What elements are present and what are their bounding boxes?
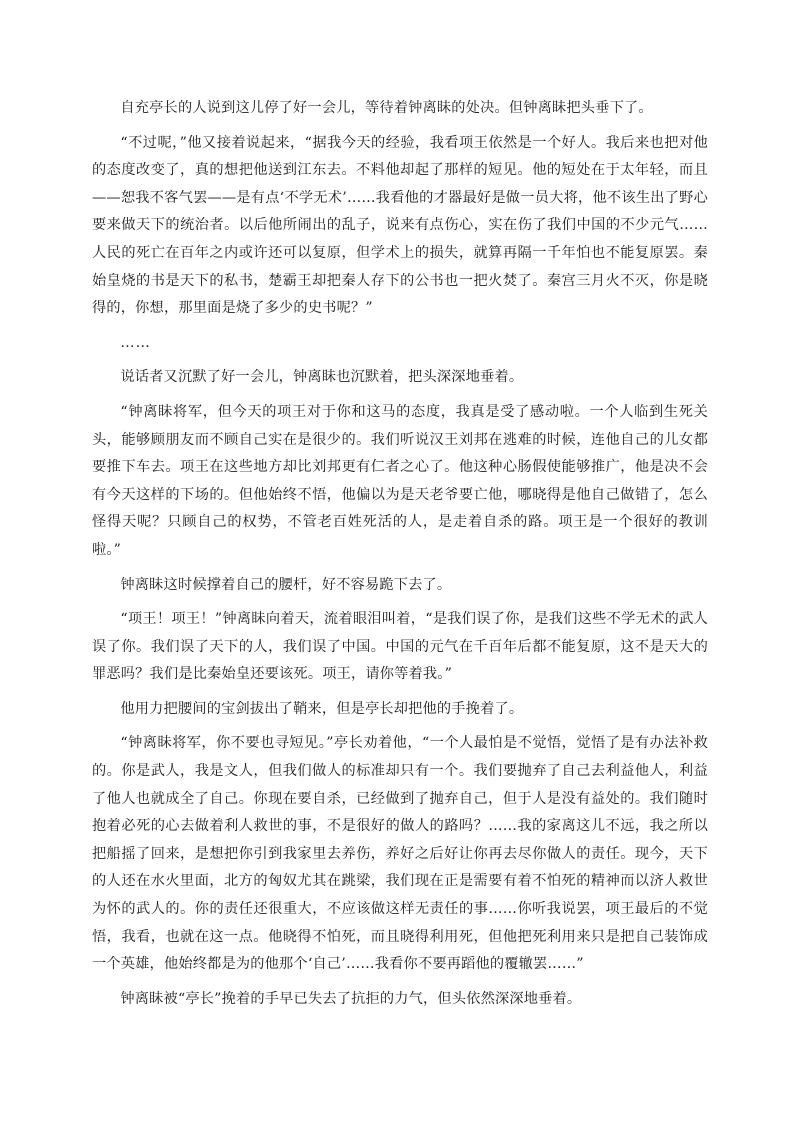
paragraph: 自充亭长的人说到这儿停了好一会儿，等待着钟离眛的处决。但钟离眛把头垂下了。 [120,100,653,116]
ellipsis-paragraph: …… [120,334,151,351]
paragraph: “不过呢，”他又接着说起来，“据我今天的经验，我看项王依然是一个好人。我后来也把对他的态度改变了，真的想把他送到江东去。不料他却起了那样的短见。他的短处在于太年轻，而且——恕我不客气罢——是有点‘不学无术’……我看他的才器最好是做一员大将，他不该生出了野心要来做天下的统治者。以后他所闹出的乱子，说来有点伤心，实在伤了我们中国的不少元气……人民的死亡在百年之内或许还可以复原，但学术上的损失，就算再隔一千年怕也不能复原罢。秦始皇烧的书是天下的私书，楚霸王却把秦人存下的公书也一把火焚了。秦宫三月火不灭，你是晓得的，你想，那里面是烧了多少的史书呢？” [92,134,708,317]
paragraph: “钟离眛将军，你不要也寻短见。”亭长劝着他，“一个人最怕是不觉悟，觉悟了是有办法补救的。你是武人，我是文人，但我们做人的标准却只有一个。我们要抛弃了自己去利益他人，利益了他人也就成全了自己。你现在要自杀，已经做到了抛弃自己，但于人是没有益处的。我们随时抱着必死的心去做着利人救世的事，不是很好的做人的路吗？……我的家离这儿不远，我之所以把船摇了回来，是想把你引到我家里去养伤，养好之后好让你再去尽你做人的责任。现今，天下的人还在水火里面，北方的匈奴尤其在跳梁，我们现在正是需要有着不怕死的精神而以济人救世为怀的武人的。你的责任还很重大，不应该做这样无责任的事……你听我说罢，项王最后的不觉悟，我看，也就在这一点。他晓得不怕死，而且晓得利用死，但他把死利用来只是把自己装饰成一个英雄，他始终都是为的他那个‘自己’……我看你不要再蹈他的覆辙罢……” [92,735,708,973]
paragraph: 钟离眛这时候撑着自己的腰杆，好不容易跪下去了。 [120,576,452,593]
paragraph: “项王！项王！”钟离眛向着天，流着眼泪叫着，“是我们误了你，是我们这些不学无术的武人误了你。我们误了天下的人，我们误了中国。中国的元气在千百年后都不能复原，这不是天大的罪恶吗？我们是比秦始皇还要该死。项王，请你等着我。” [92,611,708,683]
paragraph: “钟离眛将军，但今天的项王对于你和这马的态度，我真是受了感动啦。一个人临到生死关头，能够顾朋友而不顾自己实在是很少的。我们听说汉王刘邦在逃难的时候，连他自己的儿女都要推下车去。项王在这些地方却比刘邦更有仁者之心了。他这种心肠假使能够推广，他是决不会有今天这样的下场的。但他始终不悟，他偏以为是天老爷要亡他，哪晓得是他自己做错了，怎么怪得天呢？只顾自己的权势，不管老百姓死活的人，是走着自杀的路。项王是一个很好的教训啦。” [92,403,708,558]
document-body [92,95,708,1020]
paragraph: 钟离眛被“亭长”挽着的手早已失去了抗拒的力气，但头依然深深地垂着。 [120,990,582,1007]
paragraph: 说话者又沉默了好一会儿，钟离眛也沉默着，把头深深地垂着。 [120,369,524,386]
paragraph: 他用力把腰间的宝剑拔出了鞘来，但是亭长却把他的手挽着了。 [120,700,524,717]
